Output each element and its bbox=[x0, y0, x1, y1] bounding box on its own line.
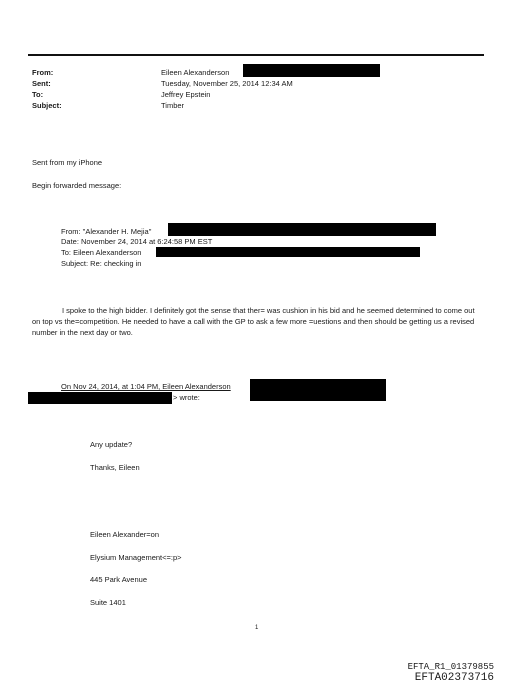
footer-id-efta: EFTA02373716 bbox=[414, 672, 494, 684]
fwd-date: Date: November 24, 2014 at 6:24:58 PM EST bbox=[61, 237, 213, 246]
signature-address: 445 Park Avenue bbox=[90, 575, 147, 584]
subject-value: Timber bbox=[161, 101, 185, 110]
signature-company: Elysium Management<=:p> bbox=[90, 553, 182, 562]
signature-name: Eileen Alexander=on bbox=[90, 530, 160, 539]
begin-forwarded: Begin forwarded message: bbox=[32, 181, 122, 190]
sent-from-iphone: Sent from my iPhone bbox=[32, 158, 103, 167]
redaction-quote-email bbox=[250, 379, 386, 401]
fwd-subject: Subject: Re: checking in bbox=[61, 259, 142, 268]
footer-id-r1: EFTA_R1_01379855 bbox=[407, 662, 494, 672]
to-label: To: bbox=[32, 90, 44, 99]
from-label: From: bbox=[32, 68, 54, 77]
quote-any-update: Any update? bbox=[90, 440, 133, 449]
from-value: Eileen Alexanderson bbox=[161, 68, 230, 77]
subject-label: Subject: bbox=[32, 101, 62, 110]
page-number: 1 bbox=[255, 625, 259, 631]
fwd-from: From: "Alexander H. Mejia" bbox=[61, 227, 152, 236]
quote-wrote: > wrote: bbox=[173, 393, 200, 402]
to-value: Jeffrey Epstein bbox=[161, 90, 211, 99]
sent-value: Tuesday, November 25, 2014 12:34 AM bbox=[161, 79, 293, 88]
header-rule bbox=[28, 54, 484, 56]
redaction-quote-left bbox=[28, 392, 172, 404]
quote-thanks: Thanks, Eileen bbox=[90, 463, 140, 472]
body-paragraph: I spoke to the high bidder. I definitely got the sense that ther= was cushion in his bid and he seemed determined to come out on top vs the=competition. He needed to have a call with the GP to ask a few more =uestions and then should be getting us a revised number in the next day or two. bbox=[32, 306, 475, 337]
redaction-fwd-to bbox=[156, 247, 420, 257]
fwd-to: To: Eileen Alexanderson bbox=[61, 248, 142, 257]
quote-on-line: On Nov 24, 2014, at 1:04 PM, Eileen Alexanderson bbox=[61, 382, 231, 391]
redaction-from bbox=[243, 64, 380, 77]
sent-label: Sent: bbox=[32, 79, 51, 88]
redaction-fwd-from bbox=[168, 223, 436, 236]
signature-suite: Suite 1401 bbox=[90, 598, 126, 607]
